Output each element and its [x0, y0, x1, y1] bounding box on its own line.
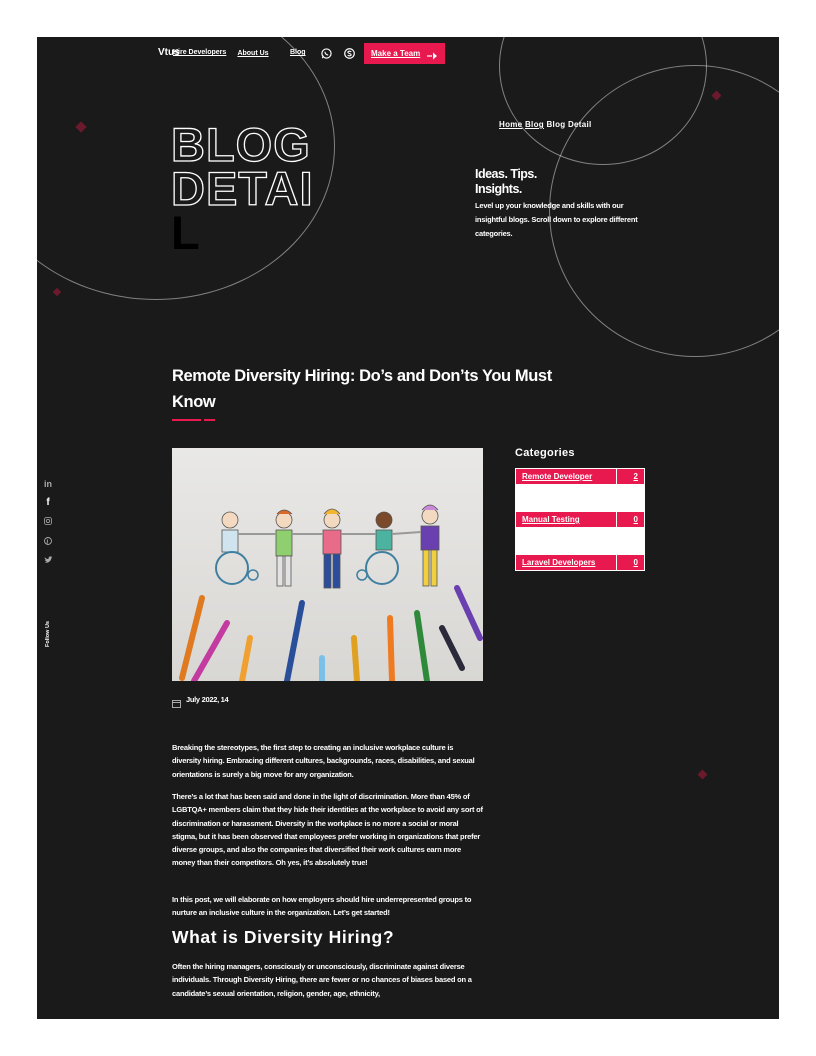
category-row[interactable]: [516, 512, 645, 528]
category-row[interactable]: [516, 555, 645, 571]
category-count: 0: [616, 555, 644, 571]
linkedin-icon[interactable]: in: [44, 479, 52, 489]
article-paragraph: There’s a lot that has been said and done in the light of discrimination. More than 45% of LGBTQA+ members claim that they hide their identities at the workplace to avoid any sort of discrimination or harassment. Diversity in the workplace is no more a social or moral stigma, but it has been observed that employees prefer working in organizations that prefer diverse groups, and also the companies that diversified their work cultures earn more money than their competitors. Oh yes, it’s absolutely true!: [172, 792, 483, 868]
nav-blog[interactable]: Blog: [290, 49, 306, 56]
page-frame: [37, 37, 779, 1019]
category-spacer: [516, 528, 645, 555]
nav-about-us[interactable]: About Us: [237, 50, 269, 57]
instagram-icon[interactable]: [43, 517, 53, 528]
breadcrumb-current: Blog Detail: [546, 120, 592, 129]
logo-text: Vtus: [158, 47, 180, 58]
featured-image: [172, 448, 483, 681]
follow-us-label: Follow Us: [45, 621, 51, 647]
article-subheading: What is Diversity Hiring?: [172, 927, 395, 947]
facebook-icon[interactable]: f: [46, 497, 50, 508]
skype-icon[interactable]: [344, 46, 355, 57]
make-a-team-label: Make a Team: [371, 49, 421, 58]
article-paragraph: Often the hiring managers, consciously or unconsciously, discriminate against diverse individuals. Through Diversity Hiring, there are fewer or no chances of biases based on a candidate’s sexual orientation, religion, gender, age, ethnicity,: [172, 962, 472, 998]
twitter-icon[interactable]: [43, 556, 53, 567]
category-count: 0: [616, 512, 644, 528]
article-title: Remote Diversity Hiring: Do’s and Don’ts You Must Know: [172, 367, 552, 411]
page-title: [171, 118, 431, 259]
decor-diamond: [698, 770, 708, 780]
make-a-team-button[interactable]: [364, 43, 445, 64]
hero-description: Level up your knowledge and skills with our insightful blogs. Scroll down to explore different categories.: [475, 201, 638, 238]
breadcrumb-blog[interactable]: Blog: [524, 120, 544, 129]
article-paragraph: In this post, we will elaborate on how employers should hire underrepresented groups to nurture an inclusive culture in the organization. Let’s get started!: [172, 895, 472, 918]
title-underline-short: [204, 419, 215, 421]
post-date: July 2022, 14: [186, 695, 229, 704]
category-name[interactable]: Manual Testing: [516, 512, 617, 528]
title-line: BLOG: [171, 118, 311, 171]
whatsapp-icon[interactable]: [321, 46, 332, 57]
hero-tagline: Ideas. Tips. Insights.: [475, 167, 537, 196]
breadcrumb: [499, 120, 592, 129]
title-line: L: [171, 206, 201, 259]
category-spacer: [516, 485, 645, 512]
article-paragraph: Breaking the stereotypes, the first step to creating an inclusive workplace culture is diversity hiring. Embracing different cultures, backgrounds, races, disabilities, and sexual orientations is surely a big move for any organization.: [172, 743, 475, 779]
category-row[interactable]: [516, 469, 645, 485]
arrow-right-icon: [427, 48, 439, 66]
category-count: 2: [616, 469, 644, 485]
title-underline: [172, 419, 201, 421]
decor-diamond: [53, 288, 61, 296]
categories-heading: Categories: [515, 447, 575, 459]
calendar-icon: [172, 695, 181, 713]
pinterest-icon[interactable]: [43, 537, 53, 548]
title-line: DETAI: [171, 162, 314, 215]
nav-hire-developers[interactable]: Hire Developers: [173, 49, 227, 56]
categories-table: [515, 468, 645, 571]
category-name[interactable]: Laravel Developers: [516, 555, 617, 571]
category-name[interactable]: Remote Developer: [516, 469, 617, 485]
breadcrumb-home[interactable]: Home: [499, 120, 523, 129]
